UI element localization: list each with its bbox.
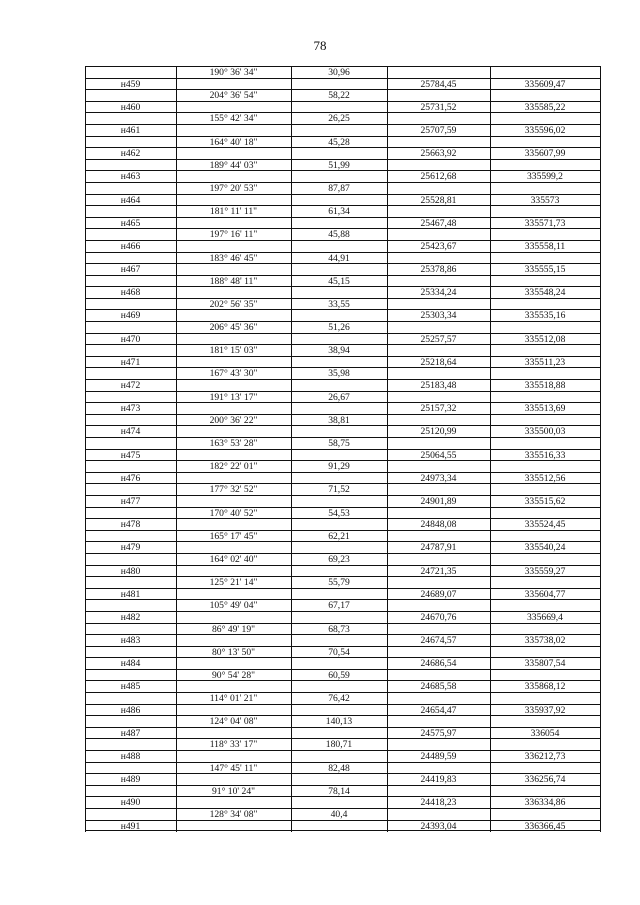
x-coordinate: 24419,83 [420,774,457,786]
y-coordinate: 335524,45 [524,519,566,531]
y-coordinate: 335512,08 [524,333,566,345]
segment-length: 45,88 [328,229,350,241]
y-coordinate: 335540,24 [524,542,566,554]
y-coordinate: 335571,73 [524,217,566,229]
table-row [85,750,600,762]
table-row [85,576,600,588]
direction-angle: 191° 13' 17" [209,391,258,403]
x-coordinate: 24686,54 [420,658,457,670]
y-coordinate: 335607,99 [524,148,566,160]
direction-angle [176,821,291,833]
point-label: н466 [120,240,141,252]
table-row [85,449,600,461]
table-divider-1 [176,66,177,832]
table-row [85,252,600,264]
point-label: н459 [120,78,141,90]
point-label: н472 [120,380,141,392]
table-row [85,309,600,321]
table-row [85,692,600,704]
segment-length: 51,99 [328,159,350,171]
point-label: н490 [120,797,141,809]
y-coordinate: 335513,69 [524,403,566,415]
x-coordinate: 24418,23 [420,797,457,809]
x-coordinate: 25183,48 [420,380,457,392]
x-coordinate: 25257,57 [420,333,457,345]
y-coordinate: 335515,62 [524,495,566,507]
y-coordinate: 335559,27 [524,565,566,577]
x-coordinate: 25157,32 [420,403,457,415]
table-row [85,286,600,298]
y-coordinate: 335516,33 [524,449,566,461]
x-coordinate: 25334,24 [420,287,457,299]
point-label: н465 [120,217,141,229]
segment-length: 91,29 [328,461,350,473]
y-coordinate: 335937,92 [524,704,566,716]
segment-length: 87,87 [328,182,350,194]
table-row [85,588,600,600]
point-label: н460 [120,101,141,113]
table-row [85,217,600,229]
direction-angle: 155° 42' 34" [209,113,258,125]
x-coordinate: 24670,76 [420,611,457,623]
table-row [85,483,600,495]
table-divider-4 [490,66,491,832]
table-row [85,437,600,449]
segment-length: 38,94 [328,345,350,357]
table-row [85,333,600,345]
point-label: н488 [120,751,141,763]
direction-angle: 183° 46' 45" [209,252,258,264]
table-row [85,89,600,101]
x-coordinate: 25064,55 [420,449,457,461]
x-coordinate: 25423,67 [420,240,457,252]
table-row [85,147,600,159]
y-coordinate: 335573 [530,194,560,206]
point-label: н462 [120,148,141,160]
table-row [85,495,600,507]
table-row [85,704,600,716]
point-label: н461 [120,124,141,136]
point-label: н463 [120,171,141,183]
point-label: н470 [120,333,141,345]
table-row [85,170,600,182]
table-row [85,414,600,426]
direction-angle: 170° 40' 52" [209,507,258,519]
table-row [85,344,600,356]
segment-length: 71,52 [328,484,350,496]
segment-length: 180,71 [325,739,353,751]
direction-angle: 204° 36' 54" [209,90,258,102]
x-coordinate: 25707,59 [420,124,457,136]
point-label: н477 [120,495,141,507]
direction-angle: 105° 49' 04" [209,600,258,612]
y-coordinate: 335558,11 [524,240,566,252]
x-coordinate: 24654,47 [420,704,457,716]
table-row [85,263,600,275]
y-coordinate: 335738,02 [524,635,566,647]
x-coordinate: 25528,81 [420,194,457,206]
y-coordinate: 335511,23 [524,356,566,368]
segment-length: 26,25 [328,113,350,125]
direction-angle: 90° 54' 28" [211,669,256,681]
y-coordinate: 335609,47 [524,78,566,90]
table-row [85,634,600,646]
y-coordinate: 336212,73 [524,751,566,763]
table-row [85,680,600,692]
direction-angle: 114° 01' 21" [209,693,258,705]
point-label: н485 [120,681,141,693]
segment-length: 30,96 [328,67,350,78]
point-label: н474 [120,426,141,438]
direction-angle: 118° 33' 17" [209,739,258,751]
segment-length: 61,34 [328,206,350,218]
x-coordinate: 24973,34 [420,472,457,484]
direction-angle: 164° 02' 40" [209,553,258,565]
table-row [85,112,600,124]
table-row [85,275,600,287]
point-label: н464 [120,194,141,206]
x-coordinate: 24575,97 [420,727,457,739]
table-row [85,124,600,136]
point-label: н486 [120,704,141,716]
table-row [85,611,600,623]
x-coordinate: 25731,52 [420,101,457,113]
direction-angle: 188° 48' 11" [209,275,258,287]
table-row [85,657,600,669]
point-label: н469 [120,310,141,322]
y-coordinate: 336366,45 [524,820,566,832]
x-coordinate: 24721,35 [420,565,457,577]
segment-length: 68,73 [328,623,350,635]
y-coordinate: 335585,22 [524,101,566,113]
table-row [85,367,600,379]
direction-angle: 189° 44' 03" [209,159,258,171]
segment-length: 33,55 [328,298,350,310]
point-label: н473 [120,403,141,415]
direction-angle: 128° 34' 08" [209,809,258,820]
segment-length: 38,81 [328,414,350,426]
y-coordinate: 335555,15 [524,264,566,276]
table-border-right [600,66,601,832]
table-row [85,727,600,739]
y-coordinate: 335548,24 [524,287,566,299]
direction-angle: 91° 10' 24" [211,785,256,797]
x-coordinate: 25378,86 [420,264,457,276]
table-row [85,460,600,472]
table-row [85,321,600,333]
coordinates-table [85,66,600,831]
table-row [85,738,600,750]
x-coordinate: 24901,89 [420,495,457,507]
direction-angle: 200° 36' 22" [209,414,258,426]
table-divider-3 [387,66,388,832]
table-row [85,796,600,808]
table-row [85,425,600,437]
x-coordinate: 25467,48 [420,217,457,229]
y-coordinate: 335512,56 [524,472,566,484]
point-label: н479 [120,542,141,554]
y-coordinate: 336334,86 [524,797,566,809]
x-coordinate: 25218,64 [420,356,457,368]
y-coordinate: 335604,77 [524,588,566,600]
segment-length: 44,91 [328,252,350,264]
table-row [85,773,600,785]
table-row [85,240,600,252]
table-row [85,298,600,310]
segment-length: 76,42 [328,693,350,705]
x-coordinate: 24674,57 [420,635,457,647]
direction-angle: 147° 45' 11" [209,762,258,774]
point-label: н491 [120,820,141,832]
page-number: 78 [313,38,327,53]
segment-length: 55,79 [328,577,350,589]
x-coordinate: 24393,04 [420,820,457,832]
segment-length: 26,67 [328,391,350,403]
direction-angle: 163° 53' 28" [209,438,258,449]
x-coordinate: 25663,92 [420,148,457,160]
x-coordinate: 25120,99 [420,426,457,438]
segment-length: 54,53 [328,507,350,519]
direction-angle: 197° 16' 11" [209,229,258,241]
table-row [85,762,600,774]
segment-length: 60,59 [328,669,350,681]
table-row [85,646,600,658]
table-row [85,136,600,148]
table-row [85,623,600,635]
point-label: н475 [120,449,141,461]
table-row [85,518,600,530]
x-coordinate: 24685,58 [420,681,457,693]
segment-length: 70,54 [328,646,350,658]
segment-length: 51,26 [328,322,350,334]
table-row [85,356,600,368]
y-coordinate: 335807,54 [524,658,566,670]
y-coordinate: 335868,12 [524,681,566,693]
x-coordinate: 25303,34 [420,310,457,322]
direction-angle: 181° 15' 03" [209,345,258,357]
point-label: н480 [120,565,141,577]
point-label: н483 [120,635,141,647]
y-coordinate: 336054 [530,727,560,739]
y-coordinate: 335599,2 [527,171,563,183]
direction-angle: 206° 45' 36" [209,322,258,334]
table-row [85,530,600,542]
point-label: н481 [120,588,141,600]
direction-angle: 190° 36' 34" [209,67,258,78]
table-row [85,553,600,565]
point-label: н478 [120,519,141,531]
table-row [85,808,600,820]
x-coordinate: 24787,91 [420,542,457,554]
x-coordinate: 25612,68 [420,171,457,183]
x-coordinate: 24489,59 [420,751,457,763]
direction-angle: 197° 20' 53" [209,182,258,194]
point-label: н471 [120,356,141,368]
segment-length [291,821,387,833]
direction-angle: 124° 04' 08" [209,716,258,728]
segment-length: 58,75 [328,438,350,449]
point-label: н476 [120,472,141,484]
direction-angle: 86° 49' 19" [211,623,256,635]
table-border-left [85,66,86,832]
point-label: н467 [120,264,141,276]
point-label: н482 [120,611,141,623]
table-row [85,565,600,577]
table-row [85,402,600,414]
table-row [85,182,600,194]
direction-angle: 165° 17' 45" [209,530,258,542]
segment-length: 35,98 [328,368,350,380]
point-label: н487 [120,727,141,739]
y-coordinate: 336256,74 [524,774,566,786]
table-row [85,472,600,484]
table-row [85,66,600,78]
table-row [85,599,600,611]
segment-length: 58,22 [328,90,350,102]
segment-length: 82,48 [328,762,350,774]
direction-angle: 177° 32' 52" [209,484,258,496]
direction-angle: 202° 56' 35" [209,298,258,310]
table-row [85,391,600,403]
table-row [85,159,600,171]
table-row [85,507,600,519]
table-row [85,541,600,553]
table-divider-2 [291,66,292,832]
y-coordinate: 335669,4 [527,611,563,623]
point-label: н484 [120,658,141,670]
direction-angle: 80° 13' 50" [211,646,256,658]
direction-angle: 181° 11' 11" [209,206,258,218]
segment-length: 40,4 [330,809,348,820]
table-row [85,820,600,832]
x-coordinate: 24689,07 [420,588,457,600]
point-label: н468 [120,287,141,299]
segment-length: 67,17 [328,600,350,612]
y-coordinate: 335500,03 [524,426,566,438]
point-label: н489 [120,774,141,786]
direction-angle: 164° 40' 18" [209,136,258,148]
segment-length: 45,28 [328,136,350,148]
table-row [85,379,600,391]
table-row [85,194,600,206]
table-row [85,785,600,797]
segment-length: 140,13 [325,716,353,728]
table-row [85,101,600,113]
x-coordinate: 25784,45 [420,78,457,90]
y-coordinate: 335518,88 [524,380,566,392]
table-row [85,669,600,681]
table-row [85,228,600,240]
segment-length: 45,15 [328,275,350,287]
direction-angle: 167° 43' 30" [209,368,258,380]
y-coordinate: 335535,16 [524,310,566,322]
table-row [85,78,600,90]
segment-length: 62,21 [328,530,350,542]
table-row [85,205,600,217]
table-row [85,715,600,727]
y-coordinate: 335596,02 [524,124,566,136]
segment-length: 78,14 [328,785,350,797]
segment-length: 69,23 [328,553,350,565]
direction-angle: 125° 21' 14" [209,577,258,589]
x-coordinate: 24848,08 [420,519,457,531]
direction-angle: 182° 22' 01" [209,461,258,473]
